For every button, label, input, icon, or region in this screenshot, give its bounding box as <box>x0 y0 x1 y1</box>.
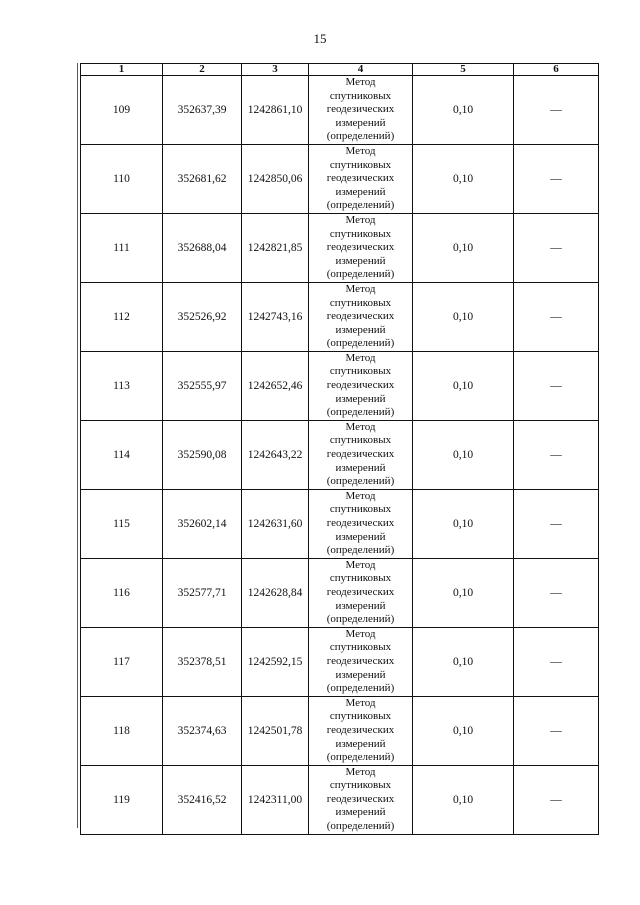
method-cell <box>309 765 413 834</box>
method-line: измерений <box>335 392 386 405</box>
method-line: (определений) <box>326 337 395 350</box>
method-line: геодезических <box>326 241 395 254</box>
column-header-3: 3 <box>242 64 309 76</box>
accuracy-cell: 0,10 <box>413 420 514 489</box>
method-line: измерений <box>335 737 386 750</box>
y-coordinate-cell: 1242850,06 <box>242 144 309 213</box>
table-row <box>81 765 599 834</box>
table-row <box>81 420 599 489</box>
method-line: (определений) <box>326 199 395 212</box>
method-line: (определений) <box>326 544 395 557</box>
method-line: измерений <box>335 461 386 474</box>
note-cell: — <box>514 76 599 145</box>
method-line: геодезических <box>326 379 395 392</box>
note-cell: — <box>514 420 599 489</box>
y-coordinate-cell: 1242743,16 <box>242 282 309 351</box>
note-cell: — <box>514 213 599 282</box>
point-number-cell: 119 <box>81 765 163 834</box>
method-line: (определений) <box>326 613 395 626</box>
accuracy-cell: 0,10 <box>413 489 514 558</box>
y-coordinate-cell: 1242643,22 <box>242 420 309 489</box>
point-number-cell: 110 <box>81 144 163 213</box>
method-line: Метод <box>345 627 376 640</box>
accuracy-cell: 0,10 <box>413 627 514 696</box>
note-cell: — <box>514 282 599 351</box>
coordinates-table <box>80 63 599 835</box>
x-coordinate-cell: 352602,14 <box>163 489 242 558</box>
column-header-5: 5 <box>413 64 514 76</box>
point-number-cell: 115 <box>81 489 163 558</box>
accuracy-cell: 0,10 <box>413 213 514 282</box>
method-line: спутниковых <box>329 296 392 309</box>
method-line: геодезических <box>326 792 395 805</box>
method-line: измерений <box>335 599 386 612</box>
page-number: 15 <box>313 31 327 46</box>
method-line: Метод <box>345 144 376 157</box>
y-coordinate-cell: 1242652,46 <box>242 351 309 420</box>
point-number-cell: 117 <box>81 627 163 696</box>
x-coordinate-cell: 352526,92 <box>163 282 242 351</box>
y-coordinate-cell: 1242631,60 <box>242 489 309 558</box>
y-coordinate-cell: 1242861,10 <box>242 76 309 145</box>
point-number-cell: 116 <box>81 558 163 627</box>
y-coordinate-cell: 1242501,78 <box>242 696 309 765</box>
method-cell <box>309 351 413 420</box>
method-line: измерений <box>335 185 386 198</box>
x-coordinate-cell: 352416,52 <box>163 765 242 834</box>
note-cell: — <box>514 489 599 558</box>
x-coordinate-cell: 352378,51 <box>163 627 242 696</box>
column-header-6: 6 <box>514 64 599 76</box>
method-line: (определений) <box>326 682 395 695</box>
method-line: Метод <box>345 213 376 226</box>
method-line: Метод <box>345 76 376 88</box>
method-line: спутниковых <box>329 572 392 585</box>
x-coordinate-cell: 352637,39 <box>163 76 242 145</box>
method-line: измерений <box>335 116 386 129</box>
method-line: Метод <box>345 420 376 433</box>
table-header-row <box>81 64 599 76</box>
method-line: спутниковых <box>329 89 392 102</box>
page-left-border <box>77 63 78 828</box>
table-row <box>81 282 599 351</box>
y-coordinate-cell: 1242311,00 <box>242 765 309 834</box>
method-line: спутниковых <box>329 158 392 171</box>
column-header-2: 2 <box>163 64 242 76</box>
method-line: спутниковых <box>329 641 392 654</box>
method-line: Метод <box>345 558 376 571</box>
method-line: Метод <box>345 696 376 709</box>
point-number-cell: 118 <box>81 696 163 765</box>
method-cell <box>309 144 413 213</box>
x-coordinate-cell: 352590,08 <box>163 420 242 489</box>
accuracy-cell: 0,10 <box>413 351 514 420</box>
method-cell <box>309 420 413 489</box>
method-cell <box>309 558 413 627</box>
x-coordinate-cell: 352374,63 <box>163 696 242 765</box>
method-line: геодезических <box>326 172 395 185</box>
method-cell <box>309 282 413 351</box>
accuracy-cell: 0,10 <box>413 765 514 834</box>
table-row <box>81 696 599 765</box>
accuracy-cell: 0,10 <box>413 696 514 765</box>
table-row <box>81 76 599 145</box>
accuracy-cell: 0,10 <box>413 144 514 213</box>
method-line: (определений) <box>326 268 395 281</box>
note-cell: — <box>514 765 599 834</box>
method-line: Метод <box>345 765 376 778</box>
method-line: спутниковых <box>329 434 392 447</box>
accuracy-cell: 0,10 <box>413 558 514 627</box>
method-line: геодезических <box>326 103 395 116</box>
table-row <box>81 489 599 558</box>
method-line: Метод <box>345 351 376 364</box>
method-line: (определений) <box>326 751 395 764</box>
note-cell: — <box>514 696 599 765</box>
accuracy-cell: 0,10 <box>413 282 514 351</box>
method-line: измерений <box>335 530 386 543</box>
point-number-cell: 112 <box>81 282 163 351</box>
column-header-4: 4 <box>309 64 413 76</box>
method-line: Метод <box>345 489 376 502</box>
note-cell: — <box>514 144 599 213</box>
point-number-cell: 114 <box>81 420 163 489</box>
note-cell: — <box>514 351 599 420</box>
method-line: (определений) <box>326 406 395 419</box>
method-cell <box>309 76 413 145</box>
y-coordinate-cell: 1242821,85 <box>242 213 309 282</box>
method-line: спутниковых <box>329 779 392 792</box>
table-row <box>81 213 599 282</box>
method-line: (определений) <box>326 475 395 488</box>
y-coordinate-cell: 1242628,84 <box>242 558 309 627</box>
point-number-cell: 109 <box>81 76 163 145</box>
method-line: измерений <box>335 254 386 267</box>
method-line: Метод <box>345 282 376 295</box>
x-coordinate-cell: 352577,71 <box>163 558 242 627</box>
method-cell <box>309 213 413 282</box>
method-line: геодезических <box>326 723 395 736</box>
point-number-cell: 111 <box>81 213 163 282</box>
x-coordinate-cell: 352555,97 <box>163 351 242 420</box>
table-row <box>81 558 599 627</box>
method-line: измерений <box>335 668 386 681</box>
note-cell: — <box>514 627 599 696</box>
column-header-1: 1 <box>81 64 163 76</box>
x-coordinate-cell: 352688,04 <box>163 213 242 282</box>
table-row <box>81 627 599 696</box>
x-coordinate-cell: 352681,62 <box>163 144 242 213</box>
method-line: спутниковых <box>329 227 392 240</box>
method-line: (определений) <box>326 820 395 833</box>
table-row <box>81 351 599 420</box>
method-line: геодезических <box>326 585 395 598</box>
method-cell <box>309 489 413 558</box>
method-line: спутниковых <box>329 503 392 516</box>
method-line: спутниковых <box>329 365 392 378</box>
method-line: геодезических <box>326 448 395 461</box>
method-line: измерений <box>335 806 386 819</box>
method-cell <box>309 627 413 696</box>
method-line: геодезических <box>326 517 395 529</box>
table-row <box>81 144 599 213</box>
method-line: геодезических <box>326 310 395 323</box>
table-body <box>81 76 599 835</box>
method-line: геодезических <box>326 654 395 667</box>
method-line: спутниковых <box>329 710 392 723</box>
point-number-cell: 113 <box>81 351 163 420</box>
note-cell: — <box>514 558 599 627</box>
coordinates-table-container <box>80 63 598 835</box>
method-line: (определений) <box>326 130 395 143</box>
method-cell <box>309 696 413 765</box>
method-line: измерений <box>335 323 386 336</box>
accuracy-cell: 0,10 <box>413 76 514 145</box>
y-coordinate-cell: 1242592,15 <box>242 627 309 696</box>
